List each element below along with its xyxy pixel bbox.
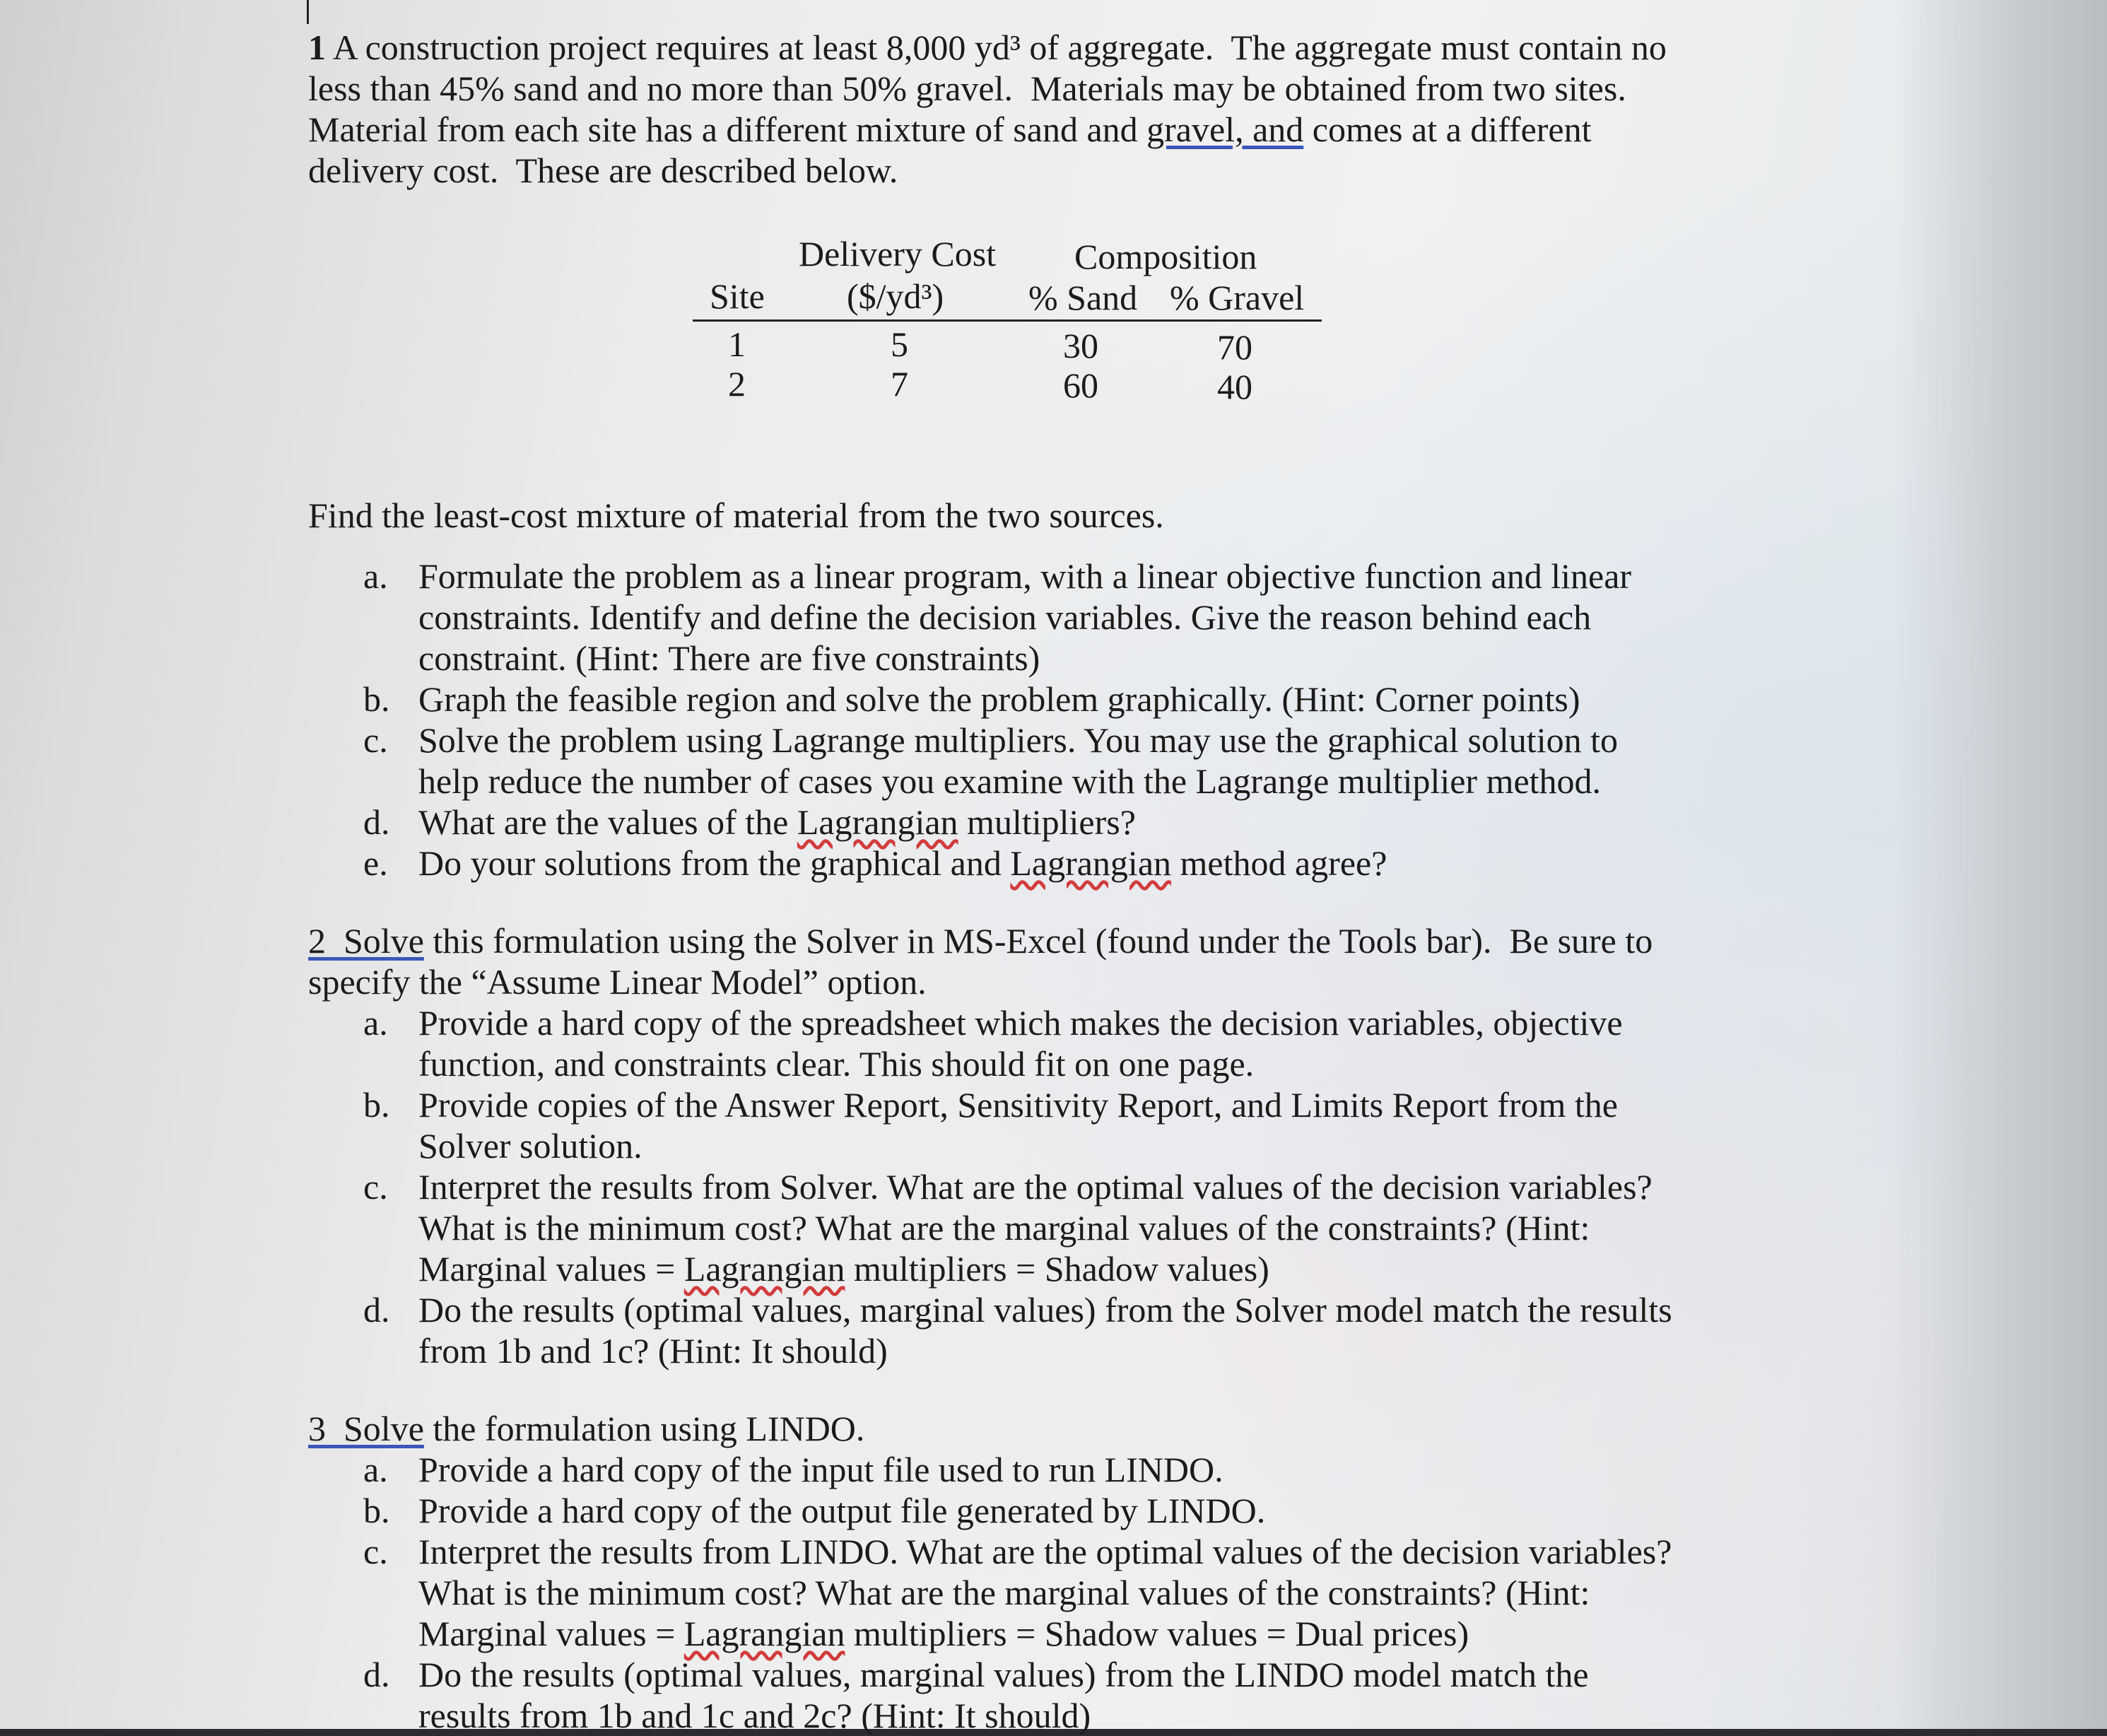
item-text: Provide a hard copy of the input file used to run LINDO. [418, 1450, 1223, 1489]
item-label: d. [363, 1290, 390, 1330]
item-label: b. [363, 1491, 390, 1530]
q2-item-c [308, 1166, 1672, 1289]
table-header-rule [693, 319, 1322, 322]
item-text: Do the results (optimal values, marginal values) from the LINDO model match the results from 1b and 1c and 2c? (Hint: It should) [418, 1655, 1589, 1735]
q3-item-a [308, 1449, 1672, 1490]
item-label: d. [363, 802, 390, 842]
q1-intro-underlined: gravel, and [1146, 110, 1304, 149]
item-text-pre: Interpret the results from Solver. What are the optimal values of the decision variables? What is the minimum cost? What are the marginal values of the constraints? (Hint: Marginal values = [418, 1167, 1653, 1289]
item-text-pre: Interpret the results from LINDO. What are the optimal values of the decision variables? What is the minimum cost? What are the marginal values of the constraints? (Hint: Marginal values = [418, 1532, 1672, 1653]
q3-item-d [308, 1654, 1672, 1736]
q1-item-c [308, 720, 1672, 802]
text-cursor [307, 0, 309, 24]
q1-intro [308, 27, 1686, 191]
q1-item-b [308, 679, 1672, 720]
item-label: a. [363, 556, 388, 596]
q1-item-d [308, 802, 1672, 843]
q2-item-d [308, 1289, 1672, 1371]
row-1-gravel: 70 [1217, 327, 1252, 367]
q3-item-c [308, 1531, 1672, 1654]
q1-intro-tail: comes at a different delivery cost. These are described below. [308, 110, 1600, 190]
row-2-sand: 60 [1063, 365, 1098, 405]
header-cost-top: Delivery Cost [799, 234, 997, 274]
row-1-cost: 5 [891, 324, 908, 364]
item-label: a. [363, 1450, 388, 1489]
q3-heading-rest: the formulation using LINDO. [423, 1409, 865, 1448]
item-text: Provide copies of the Answer Report, Sensitivity Report, and Limits Report from the Solver solution. [418, 1085, 1618, 1166]
q1-item-e [308, 843, 1672, 884]
header-composition: Composition [1074, 237, 1257, 276]
item-text-pre: Do your solutions from the graphical and [418, 843, 1011, 883]
item-text: Solve the problem using Lagrange multipliers. You may use the graphical solution to help reduce the number of cases you examine with the Lagrange multiplier method. [418, 720, 1618, 801]
spellcheck-word: Lagrangian [797, 802, 958, 842]
item-label: c. [363, 720, 388, 760]
item-label: c. [363, 1167, 388, 1207]
row-2-gravel: 40 [1217, 367, 1252, 406]
q2-item-a [308, 1002, 1672, 1084]
item-text: Formulate the problem as a linear program, with a linear objective function and linear constraints. Identify and define the decision variables. Give the reason behind each constraint. (Hint: There are five constraints) [418, 556, 1632, 678]
header-cost-unit: ($/yd³) [847, 276, 944, 316]
item-text: Provide a hard copy of the output file generated by LINDO. [418, 1491, 1266, 1530]
item-label: e. [363, 843, 388, 883]
q1-number: 1 [308, 28, 326, 67]
row-2-cost: 7 [891, 364, 908, 404]
q2-heading-rest: this formulation using the Solver in MS-Excel (found under the Tools bar). Be sure to specify the “Assume Linear Model” option. [308, 921, 1662, 1002]
item-text: Graph the feasible region and solve the problem graphically. (Hint: Corner points) [418, 679, 1580, 719]
header-gravel: % Gravel [1170, 278, 1305, 317]
item-text: Do the results (optimal values, marginal values) from the Solver model match the results from 1b and 1c? (Hint: It should) [418, 1290, 1672, 1371]
q2-heading [308, 920, 1686, 1002]
q1-subquestions [308, 556, 1672, 884]
item-label: c. [363, 1532, 388, 1571]
q3-heading [308, 1408, 1764, 1449]
q1-find: Find the least-cost mixture of material from the two sources. [308, 495, 1164, 535]
q3-heading-underlined: 3 Solve [308, 1409, 424, 1448]
row-1-sand: 30 [1063, 326, 1098, 365]
row-1-site: 1 [728, 324, 746, 364]
item-label: d. [363, 1655, 390, 1694]
header-site: Site [710, 276, 765, 316]
spellcheck-word: Lagrangian [1010, 843, 1172, 883]
spellcheck-word: Lagrangian [683, 1249, 845, 1289]
q3-subquestions [308, 1449, 1672, 1736]
site-cost-table [693, 233, 1322, 410]
item-label: b. [363, 679, 390, 719]
item-label: a. [363, 1003, 388, 1043]
q2-heading-underlined: 2 Solve [308, 921, 424, 961]
q1-item-a [308, 556, 1672, 679]
item-label: b. [363, 1085, 390, 1125]
row-2-site: 2 [728, 364, 746, 404]
item-text-post: multipliers = Shadow values) [845, 1249, 1269, 1289]
header-sand: % Sand [1028, 278, 1138, 317]
q1-intro-text: A construction project requires at least 8,000 yd³ of aggregate. The aggregate must contain no less than 45% sand and no more than 50% gravel. Materials may be obtained from two sites. Material from each site has a different mixture of sand and [308, 28, 1676, 149]
spellcheck-word: Lagrangian [683, 1614, 845, 1653]
item-text: Provide a hard copy of the spreadsheet which makes the decision variables, objective function, and constraints clear. This should fit on one page. [418, 1003, 1623, 1084]
item-text-post: multipliers = Shadow values = Dual prices) [845, 1614, 1469, 1653]
screen-glare-edge [1895, 0, 2107, 1729]
q2-item-b [308, 1084, 1672, 1166]
item-text-post: multipliers? [958, 802, 1136, 842]
q3-item-b [308, 1490, 1672, 1531]
item-text-pre: What are the values of the [418, 802, 797, 842]
item-text-post: method agree? [1171, 843, 1387, 883]
q2-subquestions [308, 1002, 1672, 1371]
